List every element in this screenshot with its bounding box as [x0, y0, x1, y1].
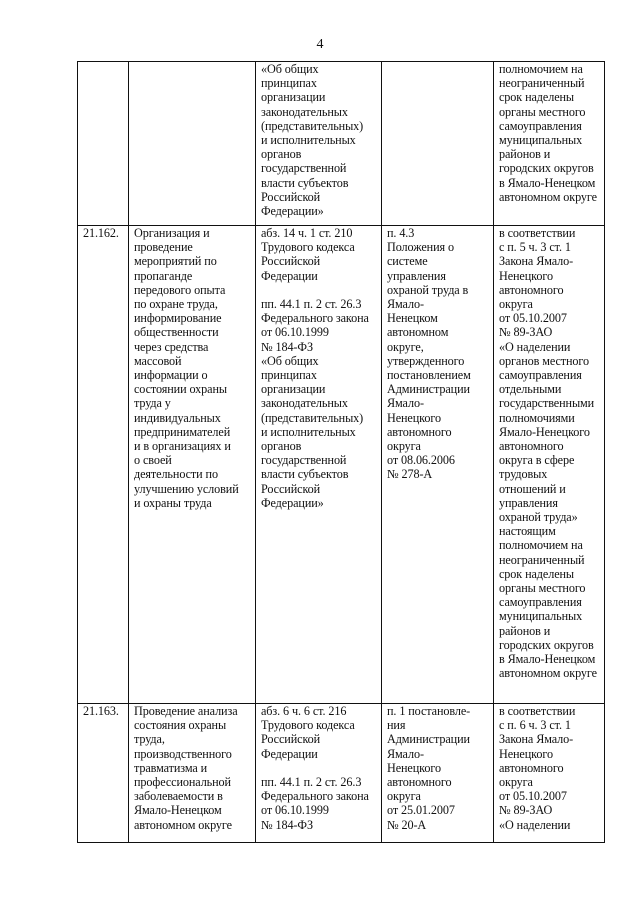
delegation-note-cell: в соответствии с п. 5 ч. 3 ст. 1 Закона Ямало- Ненецкого автономного округа от 05.10.2007 № 89-ЗАО «О наделении органов местного самоуправления отдельными государственными полномочиями Ямало-Ненецкого автономного округа в сфере трудовых отношений и управления охраной труда» настоящим полномочием на неограниченный срок наделены органы местного самоуправления муниципальных районов и городских округов в Ямало-Ненецком автономном округе: [494, 226, 605, 704]
activity-cell: Организация и проведение мероприятий по пропаганде передового опыта по охране труда, информирование общественности через средства массовой информации о состоянии охраны труда у индивидуальных предпринимателей и в организациях и о своей деятельности по улучшению условий и охраны труда: [129, 226, 256, 704]
table-row: [78, 226, 605, 704]
powers-table: [77, 61, 605, 843]
regional-act-cell: п. 4.3 Положения о системе управления охраной труда в Ямало- Ненецком автономном округе, утвержденного постановлением Администрации Ямало- Ненецкого автономного округа от 08.06.2006 № 278-А: [382, 226, 494, 704]
legal-basis-cell: абз. 14 ч. 1 ст. 210 Трудового кодекса Российской Федерации пп. 44.1 п. 2 ст. 26.3 Федерального закона от 06.10.1999 № 184-ФЗ «Об общих принципах организации законодательных (представительных) и исполнительных органов государственной власти субъектов Российской Федерации»: [256, 226, 382, 704]
activity-cell: Проведение анализа состояния охраны труда, производственного травматизма и профессиональной заболеваемости в Ямало-Ненецком автономном округе: [129, 704, 256, 843]
delegation-note-cell: в соответствии с п. 6 ч. 3 ст. 1 Закона Ямало- Ненецкого автономного округа от 05.10.2007 № 89-ЗАО «О наделении: [494, 704, 605, 843]
delegation-note-cell: полномочием на неограниченный срок наделены органы местного самоуправления муниципальных районов и городских округов в Ямало-Ненецком автономном округе: [494, 62, 605, 226]
item-number-cell: 21.163.: [78, 704, 129, 843]
regional-act-cell: [382, 62, 494, 226]
page-number: 4: [316, 37, 324, 52]
legal-basis-cell: абз. 6 ч. 6 ст. 216 Трудового кодекса Российской Федерации пп. 44.1 п. 2 ст. 26.3 Федерального закона от 06.10.1999 № 184-ФЗ: [256, 704, 382, 843]
item-number-cell: 21.162.: [78, 226, 129, 704]
regional-act-cell: п. 1 постановле- ния Администрации Ямало- Ненецкого автономного округа от 25.01.2007 № 20-А: [382, 704, 494, 843]
legal-basis-cell: «Об общих принципах организации законодательных (представительных) и исполнительных органов государственной власти субъектов Российской Федерации»: [256, 62, 382, 226]
table-row: [78, 62, 605, 226]
item-number-cell: [78, 62, 129, 226]
table-row: [78, 704, 605, 843]
activity-cell: [129, 62, 256, 226]
